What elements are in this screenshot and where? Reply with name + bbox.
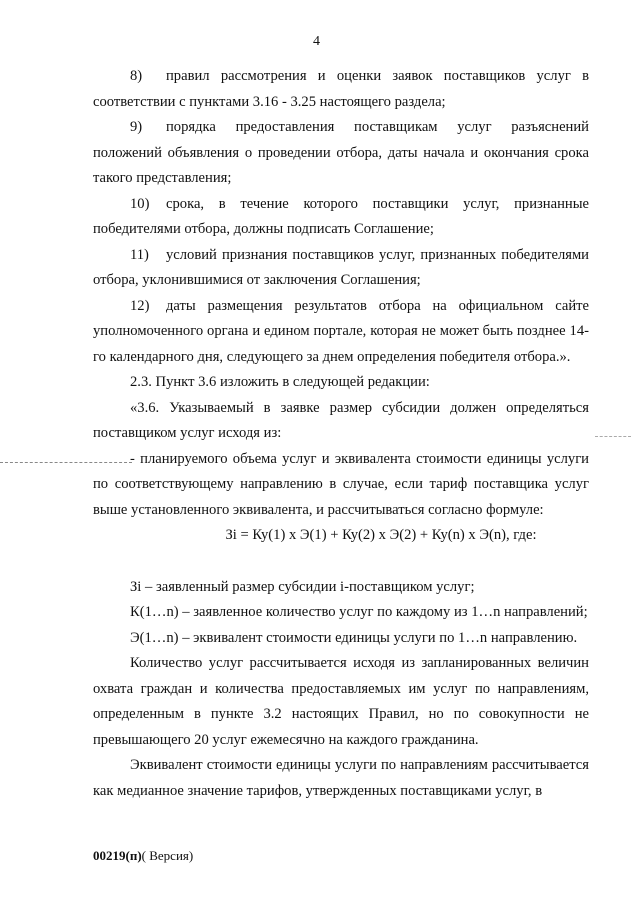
page-number: 4 <box>313 34 320 49</box>
paragraph-3-6: «3.6. Указываемый в заявке размер субсидии должен определяться поставщиком услуг исходя из: <box>93 399 589 441</box>
subsidy-formula: Зi = Ку(1) х Э(1) + Ку(2) х Э(2) + Ку(n) х Э(n), где: <box>225 527 537 543</box>
document-version: ( Версия) <box>141 848 194 863</box>
list-item-12: 12) даты размещения результатов отбора на официальном сайте уполномоченного органа и едином портале, которая не может быть позднее 14-го календарного дня, следующего за днем определения победителя отбора.». <box>93 297 589 365</box>
definition-zi: Зi – заявленный размер субсидии i-поставщиком услуг; <box>130 578 475 595</box>
document-footer <box>93 848 193 864</box>
list-item-11: 11) условий признания поставщиков услуг, признанных победителями отбора, уклонившимися от заключения Соглашения; <box>93 246 589 288</box>
definition-e: Э(1…n) – эквивалент стоимости единицы услуги по 1…n направлению. <box>130 629 578 646</box>
paragraph-services-quantity: Количество услуг рассчитывается исходя из запланированных величин охвата граждан и количества предоставляемых им услуг по направлениям, определенным в пункте 3.2 настоящих Правил, но по совокупности не превышающего 20 услуг ежемесячно на каждого гражданина. <box>93 655 589 748</box>
list-item-8: 8) правил рассмотрения и оценки заявок поставщиков услуг в соответствии с пунктами 3.16 - 3.25 настоящего раздела; <box>93 68 589 110</box>
document-code: 00219(п) <box>93 848 142 863</box>
document-body <box>93 64 589 804</box>
paragraph-planned-volume: - планируемого объема услуг и эквивалента стоимости единицы услуги по соответствующему направлению в случае, если тариф поставщика услуг выше установленного эквивалента, и рассчитываться согласно формуле: <box>93 450 589 518</box>
paragraph-cost-equivalent: Эквивалент стоимости единицы услуги по направлениям рассчитывается как медианное значение тарифов, утвержденных поставщиками услуг, в <box>93 757 589 799</box>
list-item-9: 9) порядка предоставления поставщикам услуг разъяснений положений объявления о проведении отбора, даты начала и окончания срока такого представления; <box>93 119 589 186</box>
definition-k: К(1…n) – заявленное количество услуг по каждому из 1…n направлений; <box>130 604 588 620</box>
paragraph-2-3: 2.3. Пункт 3.6 изложить в следующей редакции: <box>130 374 430 390</box>
scan-artifact-line-right <box>595 436 631 437</box>
list-item-10: 10) срока, в течение которого поставщики услуг, признанные победителями отбора, должны подписать Соглашение; <box>93 195 589 237</box>
spacer <box>93 549 589 575</box>
